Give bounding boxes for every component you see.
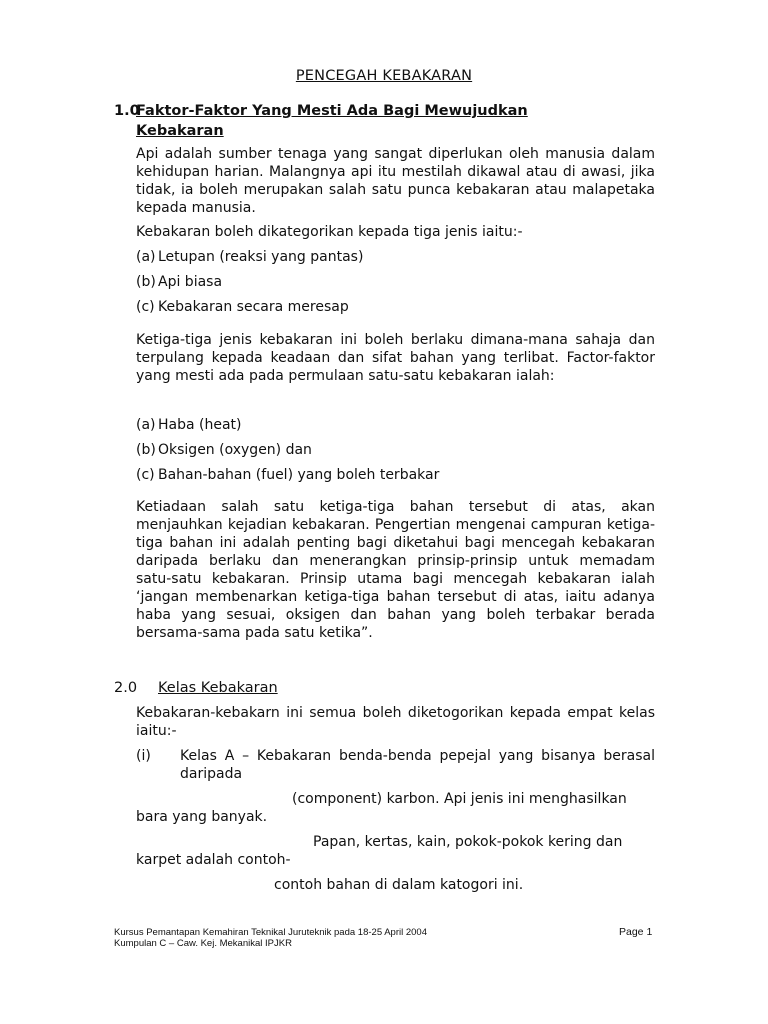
list-item-text: Haba (heat) (158, 417, 242, 433)
class-a-fragment-4: karpet adalah contoh- (136, 852, 291, 868)
page-number: Page 1 (619, 926, 653, 938)
list-marker: (a) (136, 249, 156, 265)
list-item (136, 441, 655, 466)
section-1-paragraph-3: Ketiga-tiga jenis kebakaran ini boleh berlaku dimana-mana sahaja dan terpulang kepada keadaan dan sifat bahan yang terlibat. Factor-faktor yang mesti ada pada permulaan satu-satu kebakaran ialah: (136, 332, 655, 384)
list-marker: (b) (136, 274, 156, 290)
class-a-fragment-3: Papan, kertas, kain, pokok-pokok kering dan (313, 834, 623, 850)
section-2-heading-text: Kelas Kebakaran (158, 680, 278, 696)
section-2-number: 2.0 (114, 680, 138, 696)
section-1-paragraph-2: Kebakaran boleh dikategorikan kepada tiga jenis iaitu:- (136, 224, 523, 240)
class-a-fragment-5: contoh bahan di dalam katogori ini. (274, 877, 524, 893)
list-item (136, 416, 655, 441)
section-1-number: 1.0 (114, 103, 140, 119)
list-item-text: Bahan-bahan (fuel) yang boleh terbakar (158, 467, 440, 483)
footer-course-line: Kursus Pemantapan Kemahiran Teknikal Juruteknik pada 18-25 April 2004 (114, 927, 427, 938)
document-title: PENCEGAH KEBAKARAN (295, 68, 473, 84)
section-2-paragraph-1: Kebakaran-kebakarn ini semua boleh diketogorikan kepada empat kelas iaitu:- (136, 705, 655, 739)
fire-types-list (136, 248, 655, 323)
section-1-heading-line1: Faktor-Faktor Yang Mesti Ada Bagi Mewujudkan (136, 103, 528, 119)
list-item-text: Kebakaran secara meresap (158, 299, 349, 315)
list-marker: (i) (136, 748, 151, 764)
list-item (136, 298, 655, 323)
class-a-fragment-2: bara yang banyak. (136, 809, 268, 825)
list-item-text: Api biasa (158, 274, 223, 290)
list-item (136, 466, 655, 491)
footer-group-line: Kumpulan C – Caw. Kej. Mekanikal IPJKR (114, 938, 292, 949)
list-item-text: Oksigen (oxygen) dan (158, 442, 312, 458)
class-a-item (136, 747, 655, 783)
section-2-heading (114, 678, 278, 698)
class-a-text: Kelas A – Kebakaran benda-benda pepejal yang bisanya berasal daripada (180, 748, 655, 782)
section-1-paragraph-1: Api adalah sumber tenaga yang sangat diperlukan oleh manusia dalam kehidupan harian. Malangnya api itu mestilah dikawal atau di awasi, jika tidak, ia boleh merupakan salah satu punca kebakaran atau malapetaka kepada manusia. (136, 146, 655, 216)
list-marker: (a) (136, 417, 156, 433)
section-1-heading (114, 101, 634, 141)
fire-factors-list (136, 416, 655, 491)
list-marker: (b) (136, 442, 156, 458)
section-1-paragraph-4: Ketiadaan salah satu ketiga-tiga bahan tersebut di atas, akan menjauhkan kejadian kebakaran. Pengertian mengenai campuran ketiga-tiga bahan ini adalah penting bagi diketahui bagi mencegah kebakaran daripada berlaku dan menerangkan prinsip-prinsip untuk memadam satu-satu kebakaran. Prinsip utama bagi mencegah kebakaran ialah ‘jangan membenarkan ketiga-tiga bahan tersebut di atas, iaitu adanya haba yang sesuai, oksigen dan bahan yang boleh terbakar berada bersama-sama pada satu ketika”. (136, 499, 655, 641)
list-item (136, 273, 655, 298)
list-marker: (c) (136, 467, 155, 483)
section-1-heading-line2: Kebakaran (136, 123, 224, 139)
page-footer (114, 927, 427, 949)
list-item-text: Letupan (reaksi yang pantas) (158, 249, 364, 265)
list-marker: (c) (136, 299, 155, 315)
list-item (136, 248, 655, 273)
class-a-fragment-1: (component) karbon. Api jenis ini menghasilkan (292, 791, 627, 807)
